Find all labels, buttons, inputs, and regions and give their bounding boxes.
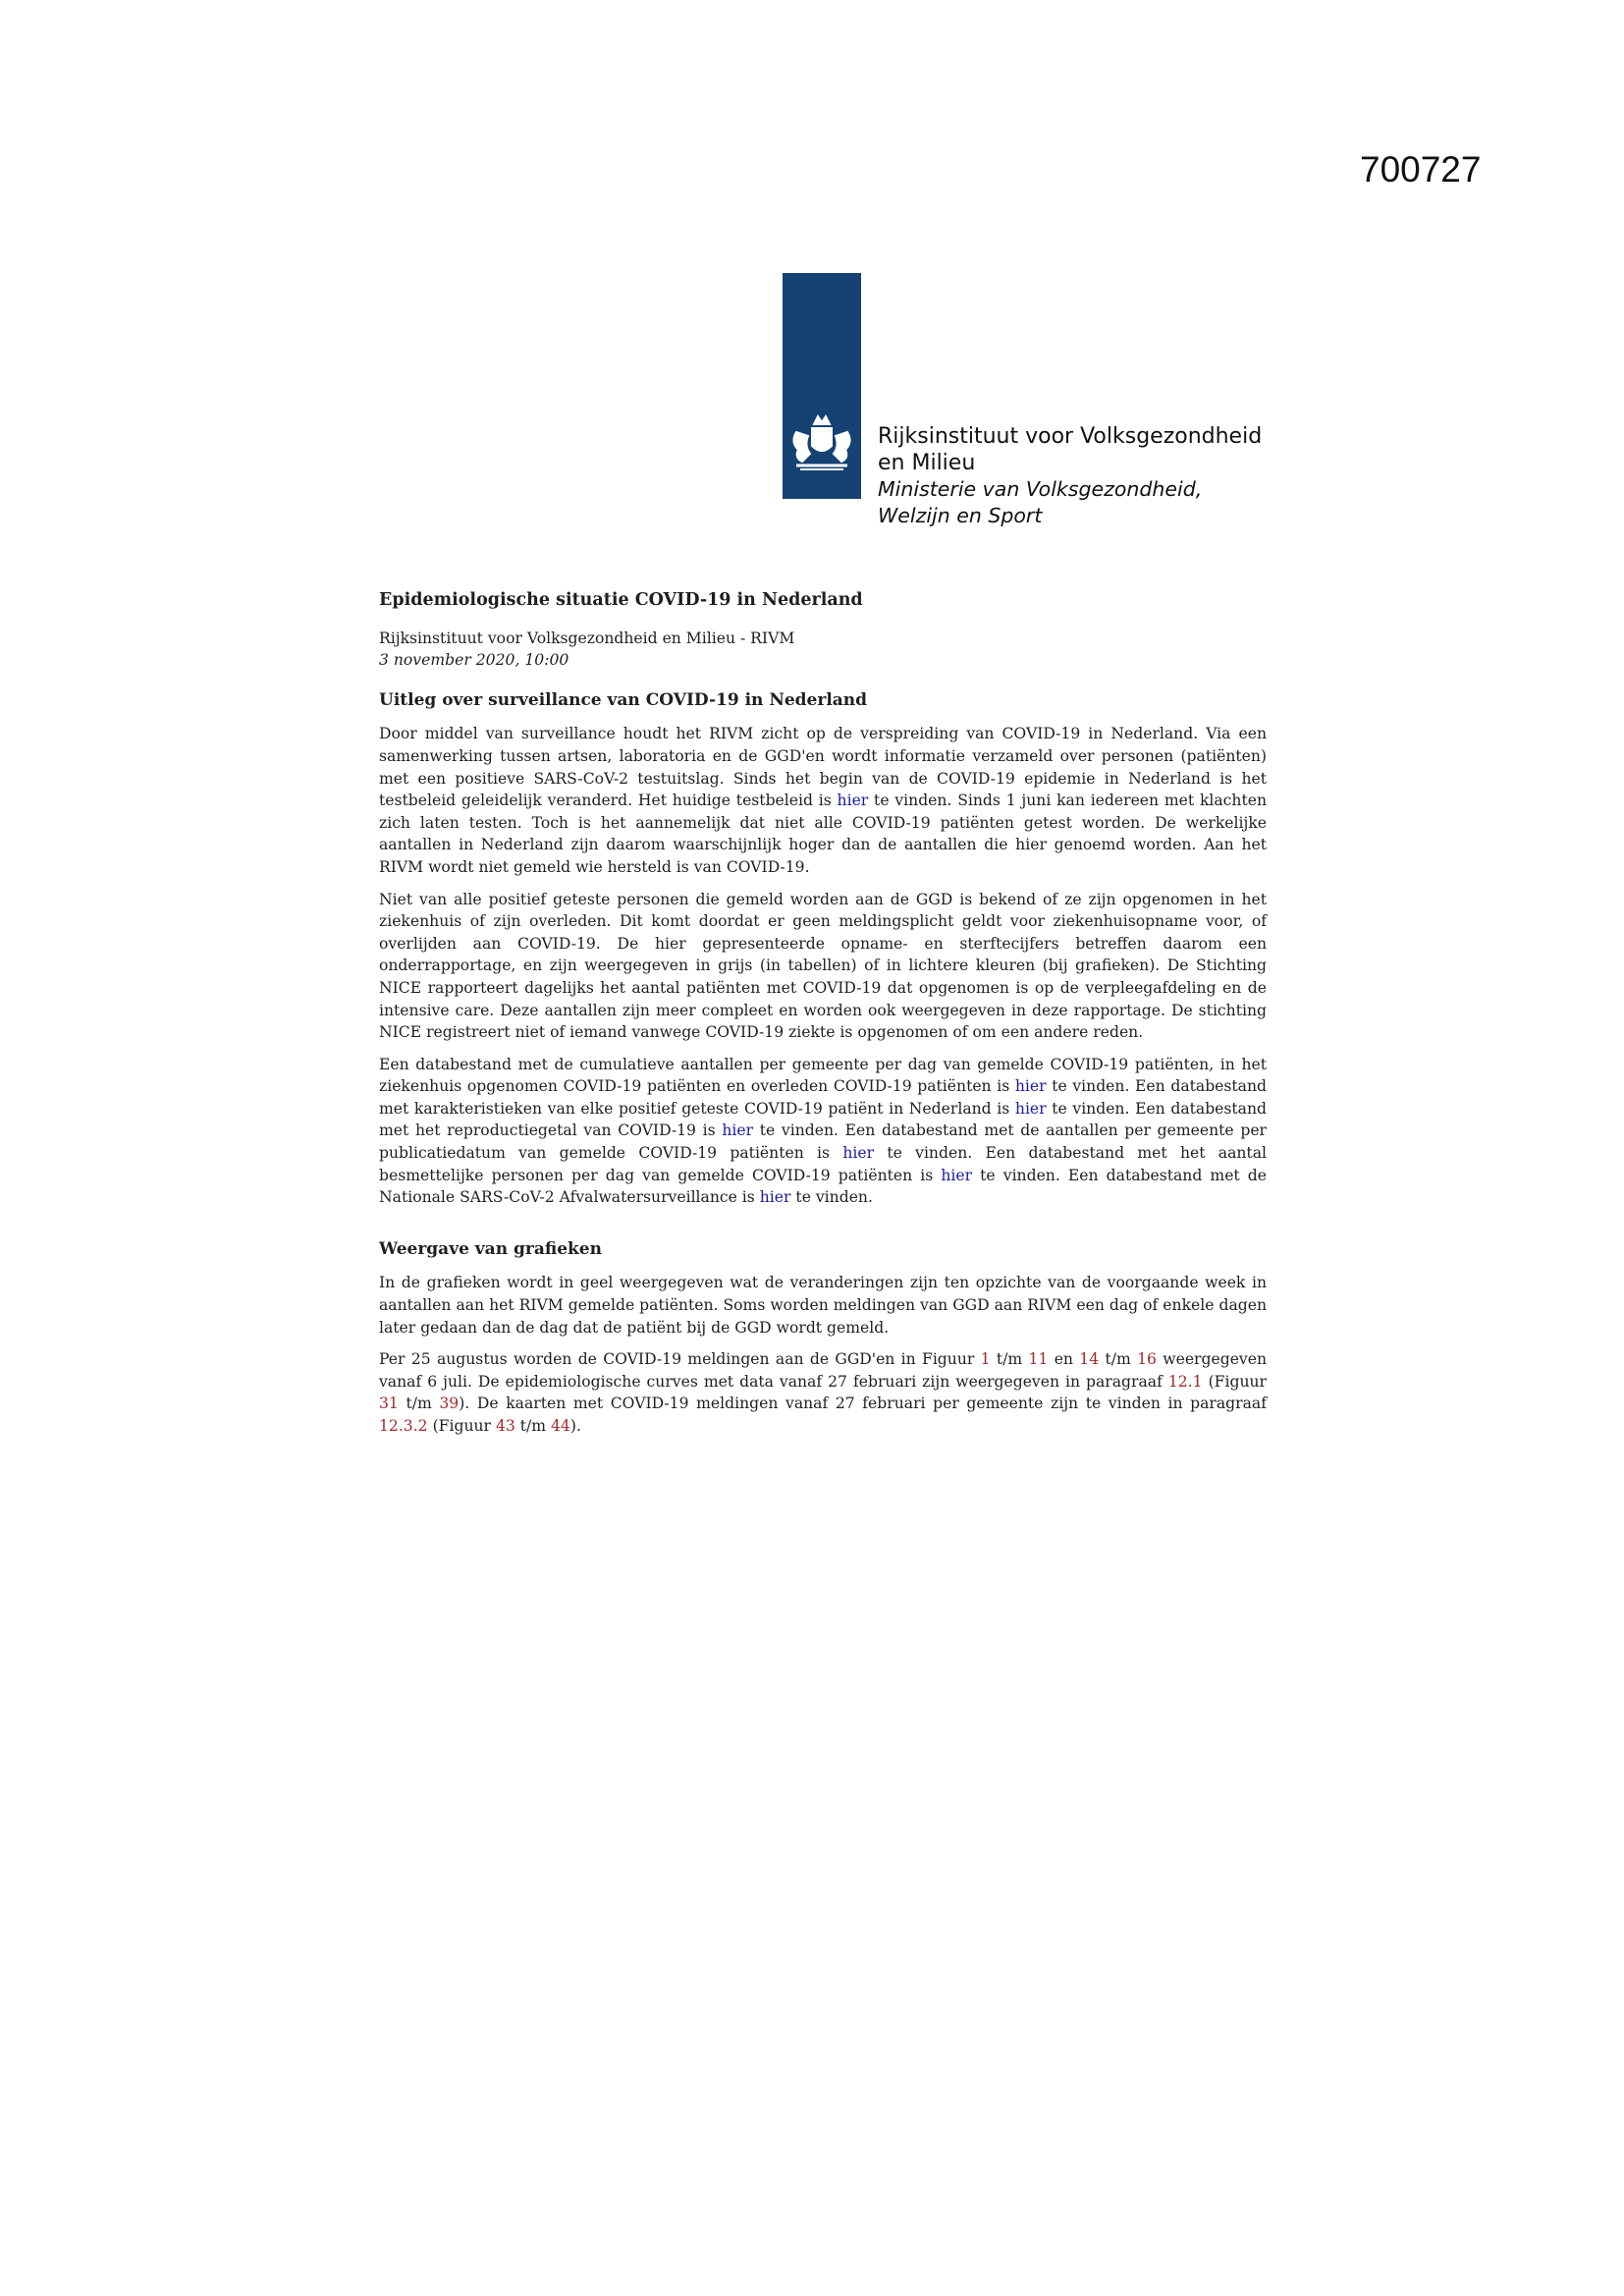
report-title: Epidemiologische situatie COVID-19 in Nederland — [379, 590, 863, 610]
section-ref-link[interactable]: 12.1 — [1167, 1372, 1203, 1391]
text-span: te vinden. Een databestand met het aantal besmettelijke personen per dag van gemelde COVID-19 patiënten is — [379, 1144, 1267, 1184]
logo-ministry-line-1: Ministerie van Volksgezondheid, — [878, 477, 1203, 501]
dataset-link-contagious[interactable]: hier — [941, 1166, 973, 1184]
text-span: ). De kaarten met COVID-19 meldingen vanaf 27 februari per gemeente zijn te vinden in paragraaf — [459, 1394, 1267, 1413]
text-span: weergegeven vanaf 6 juli. De epidemiologische curves met data vanaf 27 februari zijn weergegeven in paragraaf — [379, 1350, 1267, 1391]
figure-ref-link[interactable]: 1 — [980, 1350, 991, 1369]
text-span: Per 25 augustus worden de COVID-19 meldingen aan de GGD'en in Figuur — [379, 1350, 981, 1369]
text-span: te vinden. Sinds 1 juni kan iedereen met klachten zich laten testen. Toch is het aannemelijk dat niet alle COVID-19 patiënten getest worden. De werkelijke aantallen in Nederland zijn daarom waarschijnlijk hoger dan de aantallen die hier genoemd worden. Aan het RIVM wordt niet gemeld wie hersteld is van COVID-19. — [379, 792, 1267, 876]
dataset-link-reproduction[interactable]: hier — [722, 1121, 754, 1140]
text-span: te vinden. Een databestand met de Nationale SARS-CoV-2 Afvalwatersurveillance is — [379, 1166, 1267, 1207]
figure-ref-link[interactable]: 11 — [1028, 1350, 1049, 1369]
dataset-link-characteristics[interactable]: hier — [1014, 1099, 1047, 1118]
report-body — [379, 589, 1267, 1448]
figure-ref-link[interactable]: 43 — [495, 1417, 515, 1435]
text-span: t/m — [398, 1394, 440, 1413]
text-span: te vinden. Een databestand met het reproductiegetal van COVID-19 is — [379, 1099, 1267, 1140]
text-span: te vinden. Een databestand met karakteristieken van elke positief geteste COVID-19 patiënt in Nederland is — [379, 1077, 1267, 1118]
paragraph-graphs-yellow: In de grafieken wordt in geel weergegeven wat de veranderingen zijn ten opzichte van de voorgaande week in aantallen aan het RIVM gemelde patiënten. Soms worden meldingen van GGD aan RIVM een dag of enkele dagen later gedaan dan de dag dat de patiënt bij de GGD wordt gemeld. — [379, 1274, 1267, 1337]
royal-crest-icon — [786, 410, 857, 475]
testbeleid-link[interactable]: hier — [837, 792, 869, 810]
logo-institute-line-1: Rijksinstituut voor Volksgezondheid — [878, 424, 1263, 449]
text-span: ). — [569, 1417, 581, 1435]
text-span: (Figuur — [1202, 1372, 1267, 1391]
dataset-link-publication-date[interactable]: hier — [842, 1144, 875, 1163]
section-title-graphs: Weergave van grafieken — [379, 1238, 602, 1259]
paragraph-underreporting: Niet van alle positief geteste personen die gemeld worden aan de GGD is bekend of ze zijn opgenomen in het ziekenhuis of zijn overleden. Dit komt doordat er geen meldingsplicht geldt voor ziekenhuisopname voor, of overlijden aan COVID-19. De hier gepresenteerde opname- en sterftecijfers betreffen daarom een onderrapportage, en zijn weergegeven in grijs (in tabellen) of in lichtere kleuren (bij grafieken). De Stichting NICE rapporteert dagelijks het aantal patiënten met COVID-19 dat opgenomen is op de verpleegafdeling en de intensive care. Deze aantallen zijn meer compleet en worden ook weergegeven in deze rapportage. De stichting NICE registreert niet of iemand vanwege COVID-19 ziekte is opgenomen of om een andere reden. — [379, 890, 1267, 1042]
figure-ref-link[interactable]: 16 — [1137, 1350, 1157, 1369]
paragraph-figure-references — [379, 1348, 1267, 1437]
text-span: (Figuur — [427, 1417, 496, 1435]
logo-ministry-line-2: Welzijn en Sport — [878, 504, 1043, 527]
text-span: t/m — [514, 1417, 552, 1435]
text-span: Een databestand met de cumulatieve aantallen per gemeente per dag van gemelde COVID-19 patiënten, in het ziekenhuis opgenomen COVID-19 patiënten en overleden COVID-19 patiënten is — [379, 1055, 1267, 1096]
figure-ref-link[interactable]: 39 — [439, 1394, 460, 1413]
figure-ref-link[interactable]: 31 — [379, 1394, 399, 1413]
logo-wordmark — [878, 423, 1290, 529]
text-span: t/m — [1099, 1350, 1138, 1369]
dataset-link-wastewater[interactable]: hier — [759, 1188, 791, 1207]
text-span: te vinden. Een databestand met de aantallen per gemeente per publicatiedatum van gemelde COVID-19 patiënten is — [379, 1121, 1267, 1163]
logo-institute-line-2: en Milieu — [878, 451, 976, 475]
text-span: Door middel van surveillance houdt het RIVM zicht op de verspreiding van COVID-19 in Nederland. Via een samenwerking tussen artsen, laboratoria en de GGD'en wordt informatie verzameld over personen (patiënten) met een positieve SARS-CoV-2 testuitslag. Sinds het begin van de COVID-19 epidemie in Nederland is het testbeleid geleidelijk veranderd. Het huidige testbeleid is — [379, 725, 1267, 810]
paragraph-surveillance-intro — [379, 723, 1267, 878]
section-ref-link[interactable]: 12.3.2 — [379, 1417, 428, 1435]
text-span: en — [1048, 1350, 1080, 1369]
dataset-link-cumulative[interactable]: hier — [1014, 1077, 1047, 1096]
text-span: t/m — [990, 1350, 1029, 1369]
report-organisation: Rijksinstituut voor Volksgezondheid en Milieu - RIVM — [379, 629, 795, 647]
report-date: 3 november 2020, 10:00 — [379, 651, 569, 670]
document-number: 700727 — [1360, 149, 1482, 190]
paragraph-datasets — [379, 1054, 1267, 1209]
text-span: te vinden. — [790, 1188, 873, 1207]
rijksoverheid-logo-bar — [783, 273, 861, 499]
figure-ref-link[interactable]: 14 — [1079, 1350, 1100, 1369]
section-title-surveillance: Uitleg over surveillance van COVID-19 in Nederland — [379, 689, 868, 710]
figure-ref-link[interactable]: 44 — [551, 1417, 570, 1435]
